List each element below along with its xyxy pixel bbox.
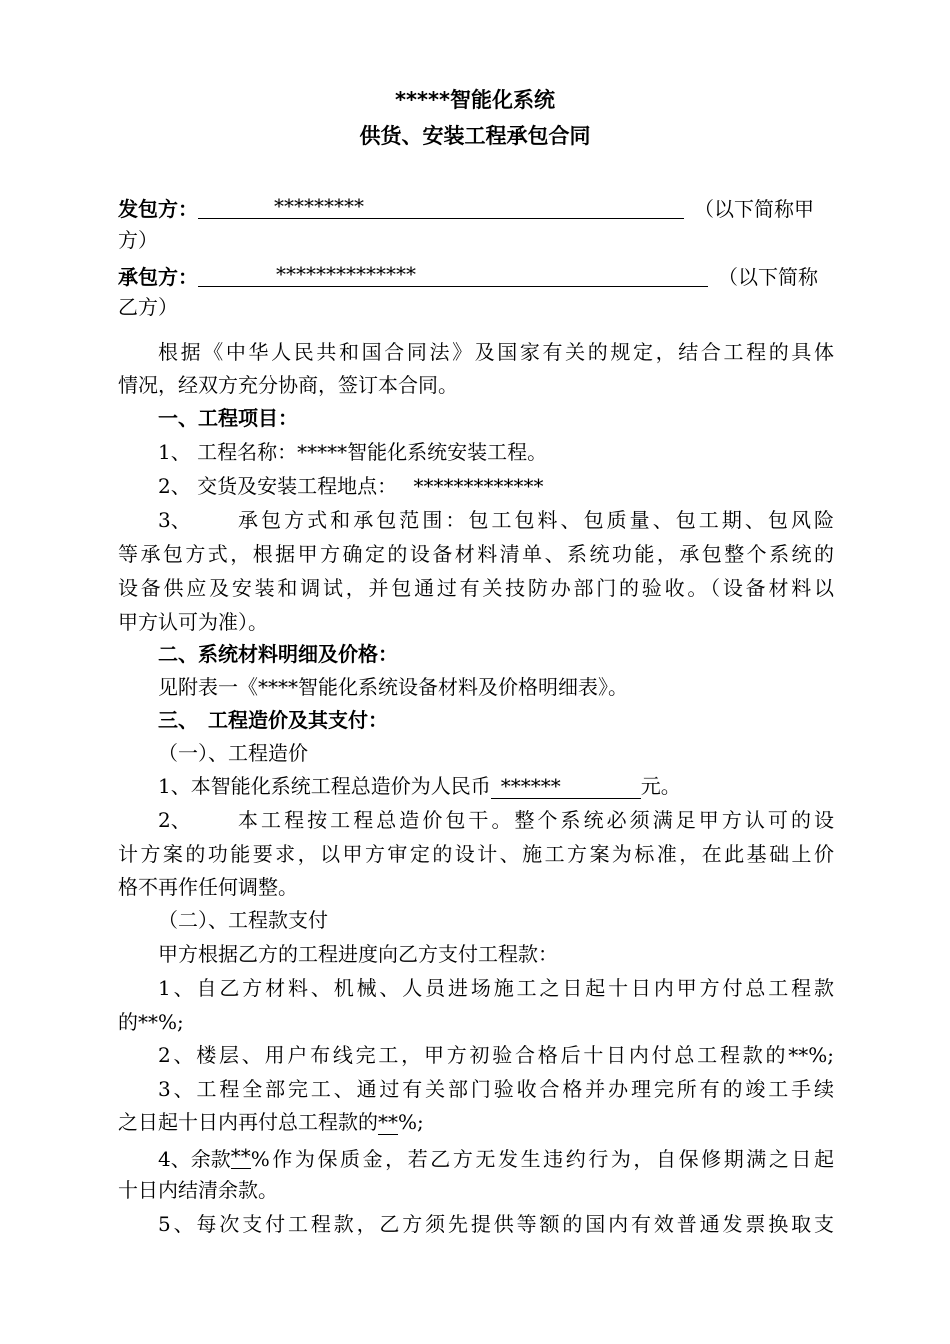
total-price-field[interactable]: [491, 776, 641, 799]
payment-item4-percent[interactable]: **: [230, 1144, 251, 1168]
item3-text: 承包方式和承包范围：包工包料、包质量、包工期、包风险: [238, 508, 834, 532]
document-title-line2: 供货、安装工程承包合同: [359, 124, 591, 148]
section3-heading: 三、 工程造价及其支付：: [158, 708, 388, 732]
payment-item1-line1: 1、自乙方材料、机械、人员进场施工之日起十日内甲方付总工程款: [158, 976, 834, 1000]
contractor-suffix: （以下简称: [718, 265, 818, 289]
section1-item3-line4: 甲方认可为准）。: [118, 610, 268, 634]
payment-intro: 甲方根据乙方的工程进度向乙方支付工程款：: [158, 942, 558, 966]
employer-wrap: 方）: [118, 228, 158, 252]
total-price-value: ******: [500, 774, 561, 798]
payment-item4-text: %作为保质金，若乙方无发生违约行为，自保修期满之日起: [250, 1147, 834, 1171]
payment-item3-text: 之日起十日内再付总工程款的: [118, 1110, 378, 1134]
cost-item2-line1: [118, 810, 834, 830]
cost-item1: [118, 776, 834, 799]
payment-item1-line2: 的**%;: [118, 1010, 184, 1034]
payment-item4-prefix: 4、余款: [158, 1147, 231, 1171]
cost-item1-text: 1、本智能化系统工程总造价为人民币: [158, 774, 491, 798]
section2-heading: 二、系统材料明细及价格：: [158, 642, 398, 666]
intro-line2: 情况，经双方充分协商，签订本合同。: [118, 373, 458, 397]
cost-item2-number: 2、: [158, 808, 191, 832]
employer-value: *********: [274, 194, 364, 218]
document-title-line1: *****智能化系统: [395, 88, 555, 112]
employer-row: [118, 196, 834, 219]
section1-item2: [118, 476, 834, 496]
payment-item3-line2: [118, 1112, 834, 1135]
contractor-label: 承包方：: [118, 265, 198, 289]
payment-item3-percent[interactable]: **: [378, 1110, 398, 1134]
cost-item2-text: 本工程按工程总造价包干。整个系统必须满足甲方认可的设: [238, 808, 834, 832]
subsection-payment-heading: （二）、工程款支付: [158, 908, 328, 932]
intro-line1: 根据《中华人民共和国合同法》及国家有关的规定，结合工程的具体: [158, 340, 834, 364]
cost-item2-line3: 格不再作任何调整。: [118, 875, 298, 899]
cost-item2-line2: 计方案的功能要求，以甲方审定的设计、施工方案为标准，在此基础上价: [118, 842, 834, 866]
payment-item3-line1: 3、工程全部完工、通过有关部门验收合格并办理完所有的竣工手续: [158, 1077, 834, 1101]
contractor-field[interactable]: [198, 264, 708, 287]
section1-item3-line1: [118, 510, 834, 530]
subsection-cost-heading: （一）、工程造价: [158, 741, 308, 765]
section1-heading: 一、工程项目：: [158, 406, 298, 430]
section2-text: 见附表一《****智能化系统设备材料及价格明细表》。: [158, 675, 628, 699]
location-label: 2、 交货及安装工程地点：: [158, 474, 398, 498]
contractor-wrap: 乙方）: [118, 295, 178, 319]
employer-label: 发包方：: [118, 197, 198, 221]
payment-item3-suffix: %;: [398, 1110, 424, 1134]
cost-item1-suffix: 元。: [640, 774, 681, 798]
contractor-row: [118, 264, 834, 287]
item3-number: 3、: [158, 508, 191, 532]
section1-item3-line2: 等承包方式，根据甲方确定的设备材料清单、系统功能，承包整个系统的: [118, 542, 834, 566]
payment-item4-line2: 十日内结清余款。: [118, 1178, 278, 1202]
location-value: *************: [413, 474, 544, 498]
contractor-value: **************: [276, 262, 416, 286]
payment-item4-line1: [118, 1146, 834, 1169]
employer-field[interactable]: [198, 196, 684, 219]
section1-item1: 1、 工程名称：*****智能化系统安装工程。: [158, 440, 548, 464]
payment-item5-line1: 5、每次支付工程款，乙方须先提供等额的国内有效普通发票换取支: [158, 1212, 834, 1236]
employer-suffix: （以下简称甲: [694, 197, 814, 221]
payment-item2: 2、楼层、用户布线完工，甲方初验合格后十日内付总工程款的**%;: [158, 1043, 834, 1067]
section1-item3-line3: 设备供应及安装和调试，并包通过有关技防办部门的验收。（设备材料以: [118, 576, 834, 600]
